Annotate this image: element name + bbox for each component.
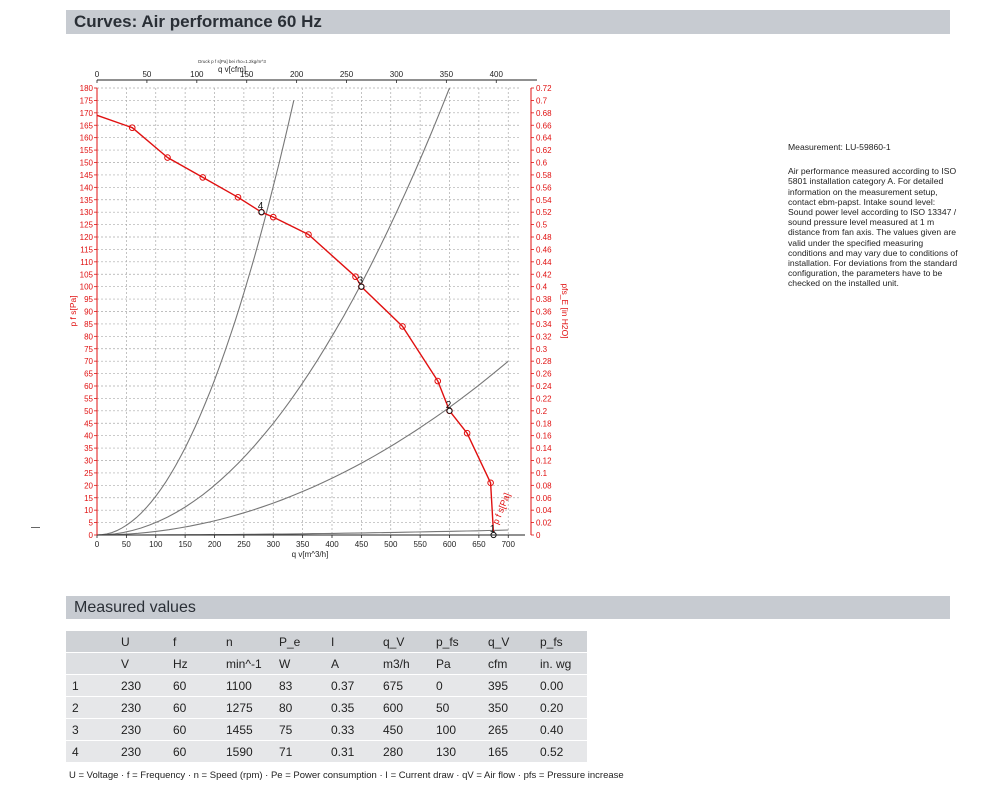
table-cell: 60: [167, 719, 220, 741]
x2-tick-label: 150: [240, 70, 254, 79]
y2-tick-label: 0.14: [536, 444, 552, 454]
unit-cell: m3/h: [377, 653, 430, 675]
y2-tick-label: 0.68: [536, 108, 552, 118]
x2-tick-label: 50: [142, 70, 152, 79]
y-tick-label: 175: [79, 96, 93, 106]
table-cell: 1455: [220, 719, 273, 741]
y2-tick-label: 0.12: [536, 456, 552, 466]
y2-tick-label: 0: [536, 531, 541, 540]
y-tick-label: 90: [84, 307, 93, 317]
x2-tick-label: 100: [190, 70, 204, 79]
x-tick-label: 400: [325, 540, 339, 549]
y-tick-label: 5: [88, 518, 93, 528]
y-tick-label: 10: [84, 506, 93, 516]
header-cell: q_V: [482, 631, 534, 653]
y-tick-label: 140: [79, 183, 93, 193]
x-tick-label: 600: [442, 540, 457, 549]
x-tick-label: 50: [121, 540, 131, 549]
y-tick-label: 60: [84, 382, 93, 391]
table-footnote: U = Voltage · f = Frequency · n = Speed (rpm) · Pe = Power consumption · I = Current draw · qV = Air flow · pfs = Pressure increase: [69, 770, 624, 781]
table-row: [66, 697, 587, 719]
y2-tick-label: 0.02: [536, 518, 552, 528]
y-tick-label: 145: [79, 170, 93, 180]
table-cell: 265: [482, 719, 534, 741]
table-cell: 0.00: [534, 675, 587, 697]
y-tick-label: 160: [79, 133, 93, 143]
y2-tick-label: 0.62: [536, 146, 552, 156]
y2-tick-label: 0.66: [536, 121, 552, 131]
y2-tick-label: 0.52: [536, 208, 552, 218]
y-tick-label: 165: [79, 121, 93, 131]
table-cell: 1590: [220, 741, 273, 763]
unit-cell: [66, 653, 115, 675]
table-cell: 0.31: [325, 741, 377, 763]
y-tick-label: 155: [79, 146, 93, 156]
y-tick-label: 50: [84, 406, 93, 416]
operating-point-label: 1: [489, 524, 496, 535]
unit-cell: V: [115, 653, 167, 675]
x-tick-label: 0: [94, 540, 100, 549]
y2-tick-label: 0.3: [536, 344, 548, 354]
table-cell: 0: [430, 675, 482, 697]
y2-tick-label: 0.7: [536, 96, 548, 106]
table-cell: 165: [482, 741, 534, 763]
y2-tick-label: 0.16: [536, 431, 552, 441]
plot-area: [97, 88, 520, 535]
y2-tick-label: 0.56: [536, 183, 552, 193]
unit-cell: min^-1: [220, 653, 273, 675]
table-cell: 230: [115, 741, 167, 763]
y2-tick-label: 0.1: [536, 468, 548, 478]
x2-tick-label: 300: [389, 70, 404, 79]
y2-tick-label: 0.46: [536, 245, 552, 255]
x-tick-label: 700: [501, 540, 515, 549]
y-tick-label: 110: [80, 257, 93, 267]
y-tick-label: 45: [84, 419, 93, 429]
chart-top-caption: Druck p f s[Pa] bei rho=1.2kg/m^3: [198, 59, 266, 64]
table-cell: 230: [115, 675, 167, 697]
table-cell: 0.37: [325, 675, 377, 697]
x-tick-label: 200: [207, 540, 222, 549]
x2-tick-label: 250: [339, 70, 354, 79]
y-tick-label: 70: [84, 357, 93, 367]
header-cell: q_V: [377, 631, 430, 653]
x-tick-label: 500: [384, 540, 398, 549]
header-cell: I: [325, 631, 377, 653]
table-cell: 0.33: [325, 719, 377, 741]
table-row: [66, 741, 587, 763]
measurement-description: Air performance measured according to ISO 5801 installation category A. For detailed information on the measurement setup, contact ebm-papst. Intake sound level: Sound power level according to ISO 13347 / sound pressure level measured at 1 m distance from fan axis. The values given are valid under the specified measuring conditions and may vary due to conditions of installation. For deviations from the standard configuration, the parameters have to be checked on the installed unit.: [788, 166, 958, 289]
operating-point-label: 3: [357, 275, 364, 287]
table-cell: 60: [167, 741, 220, 763]
header-cell: U: [115, 631, 167, 653]
measurement-id: Measurement: LU-59860-1: [788, 142, 891, 152]
x-tick-label: 550: [413, 540, 427, 549]
x2-tick-label: 0: [94, 70, 100, 79]
y2-tick-label: 0.34: [536, 319, 552, 329]
measured-values-band: [66, 596, 950, 619]
x2-tick-label: 350: [439, 70, 454, 79]
x-tick-label: 450: [354, 540, 369, 549]
x-axis-label: q v[m^3/h]: [291, 550, 329, 559]
header-cell: p_fs: [534, 631, 587, 653]
table-cell: 450: [377, 719, 430, 741]
table-units-row: [66, 653, 587, 675]
x-tick-label: 150: [178, 540, 192, 549]
table-row: [66, 719, 587, 741]
unit-cell: in. wg: [534, 653, 587, 675]
y-tick-label: 130: [79, 208, 93, 218]
unit-cell: W: [273, 653, 325, 675]
table-cell: 71: [273, 741, 325, 763]
page-title: Curves: Air performance 60 Hz: [74, 12, 322, 31]
y-tick-label: 120: [79, 233, 93, 242]
y2-tick-label: 0.2: [536, 406, 548, 416]
table-cell: 100: [430, 719, 482, 741]
side-marker: [31, 527, 40, 528]
table-cell: 230: [115, 719, 167, 741]
title-band: [66, 10, 950, 34]
table-cell: 83: [273, 675, 325, 697]
y2-tick-label: 0.06: [536, 493, 552, 503]
table-cell: 50: [430, 697, 482, 719]
table-cell: 1100: [220, 675, 273, 697]
y2-tick-label: 0.42: [536, 270, 552, 280]
table-cell: 1275: [220, 697, 273, 719]
table-cell: 0.35: [325, 697, 377, 719]
table-cell: 0.20: [534, 697, 587, 719]
y-tick-label: 135: [79, 195, 93, 205]
header-cell: P_e: [273, 631, 325, 653]
y2-tick-label: 0.22: [536, 394, 552, 404]
table-cell: 2: [66, 697, 115, 719]
table-cell: 395: [482, 675, 534, 697]
unit-cell: A: [325, 653, 377, 675]
table-cell: 0.40: [534, 719, 587, 741]
table-cell: 0.52: [534, 741, 587, 763]
y-tick-label: 180: [79, 84, 93, 93]
y-tick-label: 65: [84, 369, 93, 379]
table-cell: 75: [273, 719, 325, 741]
y2-tick-label: 0.36: [536, 307, 552, 317]
table-cell: 4: [66, 741, 115, 763]
operating-point-label: 2: [445, 399, 452, 411]
y2-tick-label: 0.24: [536, 382, 552, 391]
y2-tick-label: 0.58: [536, 170, 552, 180]
y-tick-label: 80: [84, 332, 93, 342]
y2-tick-label: 0.64: [536, 133, 552, 143]
header-cell: [66, 631, 115, 653]
y-tick-label: 170: [79, 108, 93, 118]
measured-values-table: [66, 631, 587, 763]
y2-tick-label: 0.08: [536, 481, 552, 491]
y2-tick-label: 0.04: [536, 506, 552, 516]
y2-tick-label: 0.32: [536, 332, 552, 342]
y2-tick-label: 0.6: [536, 158, 548, 168]
header-cell: f: [167, 631, 220, 653]
table-cell: 80: [273, 697, 325, 719]
x-tick-label: 350: [295, 540, 310, 549]
x2-tick-label: 200: [289, 70, 304, 79]
y2-tick-label: 0.5: [536, 220, 548, 230]
y-tick-label: 0: [88, 531, 93, 540]
y-tick-label: 85: [84, 319, 93, 329]
x-tick-label: 250: [237, 540, 251, 549]
y-tick-label: 35: [84, 444, 93, 454]
y2-tick-label: 0.72: [536, 84, 552, 93]
x2-tick-label: 400: [489, 70, 503, 79]
y-tick-label: 40: [84, 431, 93, 441]
y-tick-label: 20: [84, 481, 93, 491]
x-tick-label: 100: [149, 540, 163, 549]
y2-tick-label: 0.28: [536, 357, 552, 367]
table-cell: 280: [377, 741, 430, 763]
table-header-row: [66, 631, 587, 653]
table-cell: 3: [66, 719, 115, 741]
y2-tick-label: 0.38: [536, 295, 552, 305]
unit-cell: Hz: [167, 653, 220, 675]
y2-tick-label: 0.44: [536, 257, 552, 267]
header-cell: p_fs: [430, 631, 482, 653]
unit-cell: cfm: [482, 653, 534, 675]
y2-tick-label: 0.48: [536, 233, 552, 242]
chart-grid: [97, 88, 520, 535]
pressure-curve-label: p f s[Pa]: [490, 491, 513, 526]
x2-axis-label: q v[cfm]: [217, 65, 247, 74]
x-tick-label: 650: [472, 540, 486, 549]
air-performance-chart: [0, 54, 600, 569]
y-tick-label: 75: [84, 344, 93, 354]
y-tick-label: 125: [79, 220, 93, 230]
table-row: [66, 675, 587, 697]
unit-cell: Pa: [430, 653, 482, 675]
table-cell: 60: [167, 675, 220, 697]
table-cell: 600: [377, 697, 430, 719]
y-tick-label: 100: [79, 282, 93, 292]
y2-tick-label: 0.18: [536, 419, 552, 429]
y-tick-label: 55: [84, 394, 93, 404]
operating-point-label: 4: [257, 201, 264, 213]
y2-tick-label: 0.4: [536, 282, 548, 292]
table-cell: 350: [482, 697, 534, 719]
table-cell: 1: [66, 675, 115, 697]
y-axis-label: p f s[Pa]: [68, 295, 78, 327]
table-cell: 230: [115, 697, 167, 719]
table-cell: 130: [430, 741, 482, 763]
y-tick-label: 95: [84, 295, 93, 305]
y2-tick-label: 0.26: [536, 369, 552, 379]
table-cell: 60: [167, 697, 220, 719]
y-tick-label: 150: [79, 158, 93, 168]
table-cell: 675: [377, 675, 430, 697]
y-tick-label: 30: [84, 456, 93, 466]
y2-tick-label: 0.54: [536, 195, 552, 205]
x-tick-label: 300: [266, 540, 280, 549]
y-tick-label: 25: [84, 468, 93, 478]
header-cell: n: [220, 631, 273, 653]
y-tick-label: 15: [84, 493, 93, 503]
measured-values-title: Measured values: [74, 598, 196, 616]
measurement-notes: [788, 142, 958, 289]
y-tick-label: 115: [80, 245, 93, 255]
y-tick-label: 105: [79, 270, 93, 280]
y2-axis-label: pfs_E [in H2O]: [560, 283, 570, 339]
